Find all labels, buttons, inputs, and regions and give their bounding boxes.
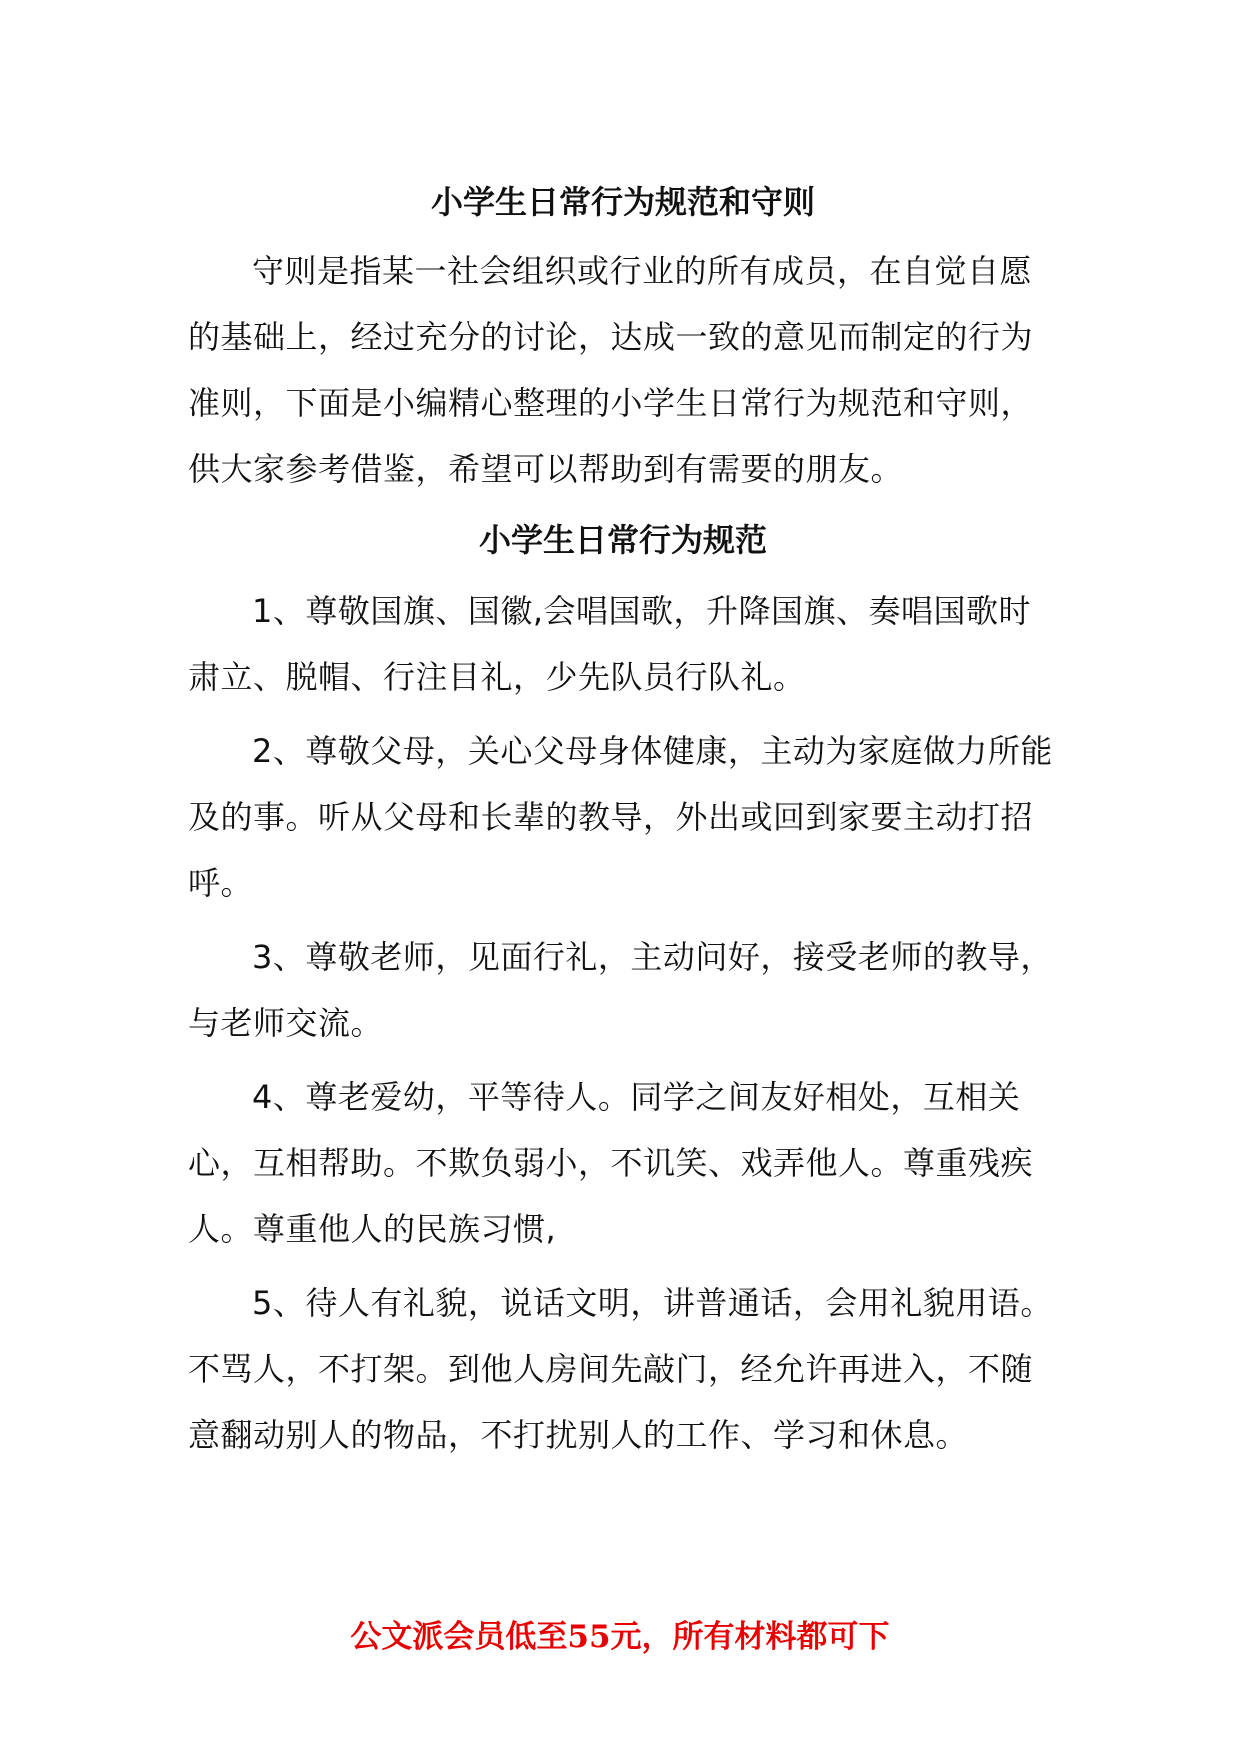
rule-item-5: 5、待人有礼貌，说话文明，讲普通话，会用礼貌用语。不骂人，不打架。到他人房间先敲门，经允许再进入，不随意翻动别人的物品，不打扰别人的工作、学习和休息。: [188, 1284, 1053, 1454]
footer-promo-text: 公文派会员低至55元，所有材料都可下: [350, 1619, 890, 1655]
rule-item-4: 4、尊老爱幼，平等待人。同学之间友好相处，互相关心，互相帮助。不欺负弱小，不讥笑、戏弄他人。尊重残疾人。尊重他人的民族习惯,: [188, 1078, 1034, 1248]
document-body: [188, 172, 1058, 1476]
section-title: 小学生日常行为规范: [478, 521, 767, 559]
rule-item-1: 1、尊敬国旗、国徽,会唱国歌，升降国旗、奏唱国歌时肃立、脱帽、行注目礼，少先队员行队礼。: [188, 592, 1032, 696]
rule-item-2: 2、尊敬父母，关心父母身体健康，主动为家庭做力所能及的事。听从父母和长辈的教导，外出或回到家要主动打招呼。: [188, 732, 1053, 902]
rule-item-3: 3、尊敬老师，见面行礼，主动问好，接受老师的教导，与老师交流。: [188, 938, 1053, 1042]
document-title: 小学生日常行为规范和守则: [430, 183, 815, 221]
intro-paragraph: 守则是指某一社会组织或行业的所有成员，在自觉自愿的基础上，经过充分的讨论，达成一致的意见而制定的行为准则，下面是小编精心整理的小学生日常行为规范和守则，供大家参考借鉴，希望可以帮助到有需要的朋友。: [188, 252, 1034, 488]
